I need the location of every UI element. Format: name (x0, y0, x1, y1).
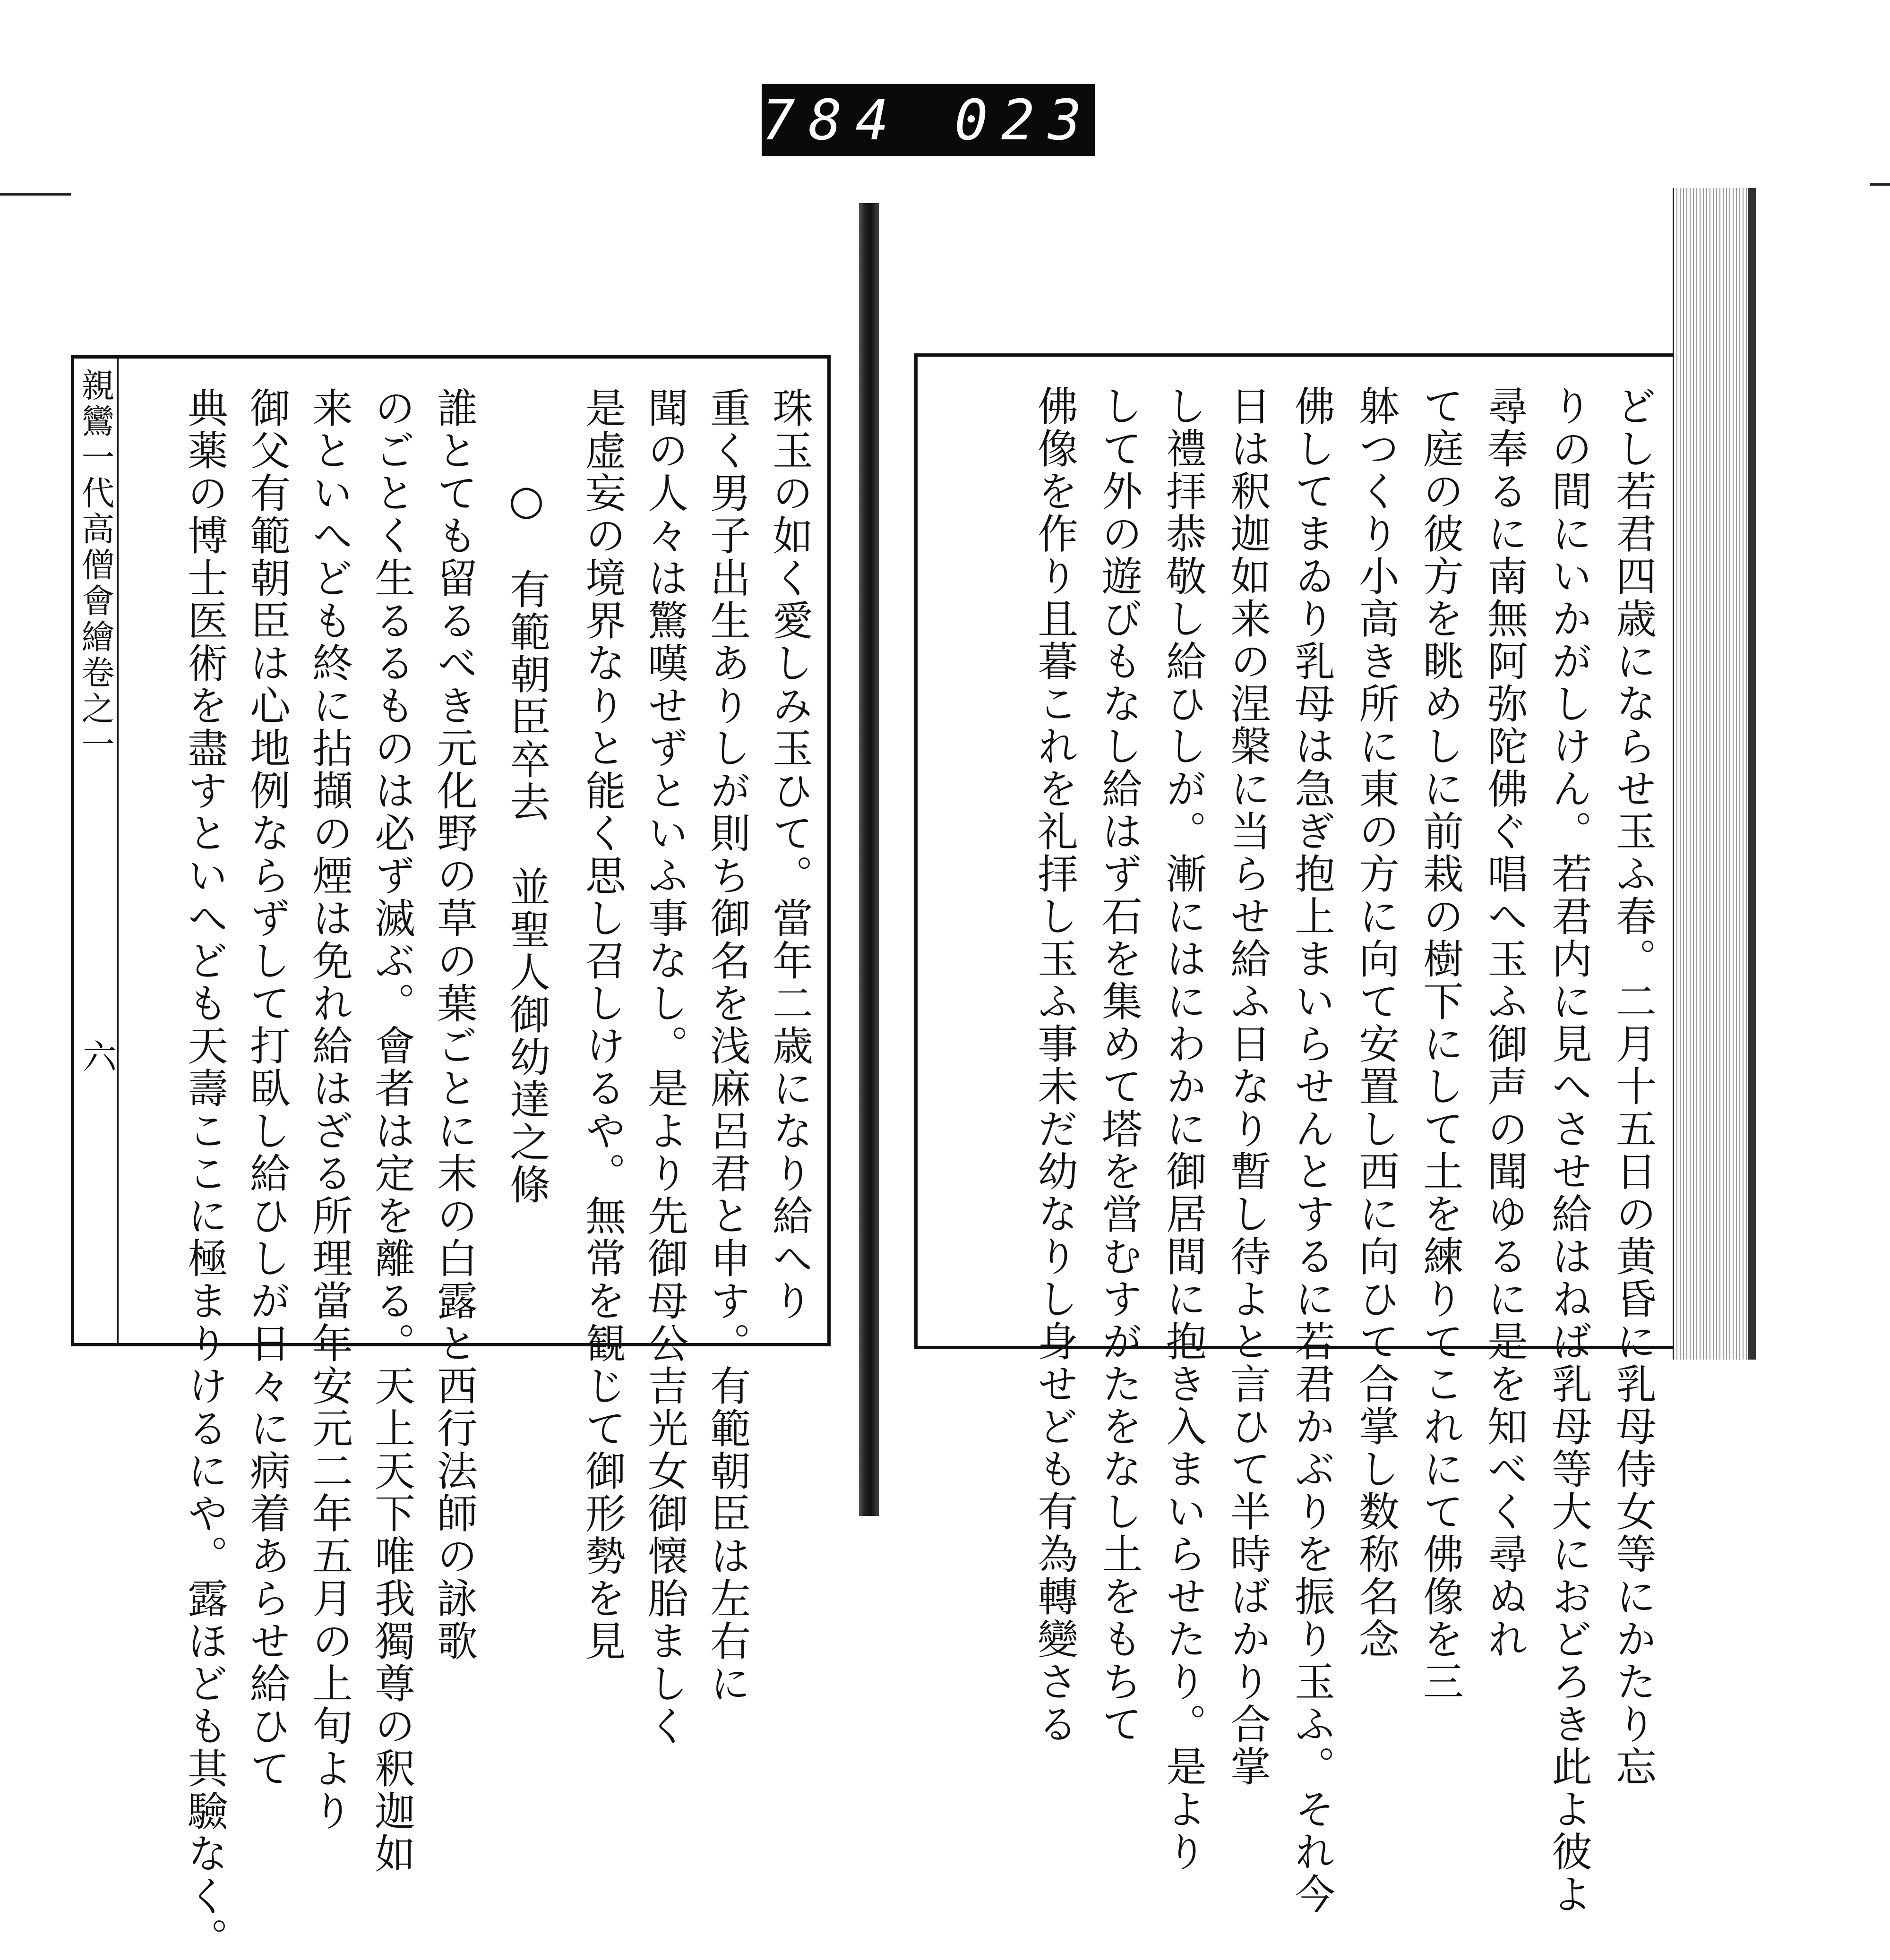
left-column-1: 珠玉の如く愛しみ玉ひて。當年二歳になり給へり (765, 387, 813, 1322)
left-page (71, 355, 831, 1960)
catalog-number-label (762, 84, 1095, 156)
right-column-8: し禮拝恭敬し給ひしが。漸にはにわかに御居間に抱き入まいらせたり。是より (1159, 385, 1206, 1873)
left-column-3: 聞の人々は驚嘆せずといふ事なし。是より先御母公吉光女御懐胎ましく (641, 387, 688, 1747)
left-column-10: 典薬の博士医術を盡すといへども天壽ここに極まりけるにや。露ほども其驗なく。 (180, 387, 228, 1960)
book-fore-edge (1748, 188, 1756, 1360)
right-column-5: 躰つくり小高き所に東の方に向て安置し西に向ひて合掌し数称名念 (1352, 385, 1399, 1660)
right-column-1: どし若君四歳にならせ玉ふ春。二月十五日の黄昏に乳母侍女等にかたり忘 (1609, 385, 1656, 1788)
right-column-10: 佛像を作り且暮これを礼拝し玉ふ事未だ幼なりし身せども有為轉變さる (1031, 385, 1078, 1746)
left-column-7: のごとく生るるものは必ず滅ぶ。會者は定を離る。天上天下唯我獨尊の釈迦如 (368, 387, 415, 1875)
left-page-number: 六 (77, 1039, 117, 1073)
left-column-6: 誰とても留るべき元化野の草の葉ごとに末の白露と西行法師の詠歌 (430, 387, 477, 1662)
book-gutter (859, 203, 879, 1516)
right-column-3: 尋奉るに南無阿弥陀佛ぐ唱へ玉ふ御声の聞ゆるに是を知べく尋ぬれ (1480, 385, 1528, 1660)
right-column-7: 日は釈迦如来の涅槃に当らせ給ふ日なり暫し待よと言ひて半時ばかり合掌 (1223, 385, 1271, 1788)
left-page-margin-strip (74, 359, 119, 1343)
left-column-8: 来といへども終に拈擷の煙は免れ給はざる所理當年安元二年五月の上旬より (305, 387, 352, 1832)
right-column-4: て庭の彼方を眺めしに前栽の樹下にして土を練りてこれにて佛像を三 (1416, 385, 1463, 1703)
left-column-4: 是虚妄の境界なりと能く思し召しけるや。無常を観じて御形勢を見 (578, 387, 626, 1662)
left-column-2: 重く男子出生ありしが則ち御名を浅麻呂君と申す。有範朝臣は左右に (703, 387, 750, 1705)
catalog-number-left: 784 (762, 87, 902, 153)
left-section-heading: ○ 有範朝臣卒去 並聖人御幼達之條 (503, 477, 550, 1206)
right-page (914, 353, 1748, 1916)
left-column-9: 御父有範朝臣は心地例ならずして打臥し給ひしが日々に病着あらせ給ひて (243, 387, 290, 1790)
left-page-frame (71, 355, 831, 1960)
right-column-2: りの間にいかがしけん。若君内に見へさせ給はねば乳母等大におどろき此よ彼よ (1545, 385, 1592, 1916)
catalog-number-right: 023 (954, 87, 1095, 153)
edge-line-left (0, 193, 71, 196)
right-page-frame (914, 353, 1748, 1916)
right-column-6: 佛してまゐり乳母は急ぎ抱上まいらせんとするに若君かぶりを振り玉ふ。それ今 (1288, 385, 1335, 1916)
edge-line-right (1870, 183, 1890, 186)
page-stack-edge (1673, 188, 1754, 1360)
right-column-9: して外の遊びもなし給はず石を集めて塔を営むすがたをなし土をもちて (1095, 385, 1142, 1746)
left-page-margin-title: 親鸞一代高僧會繪卷之一 (76, 368, 115, 763)
